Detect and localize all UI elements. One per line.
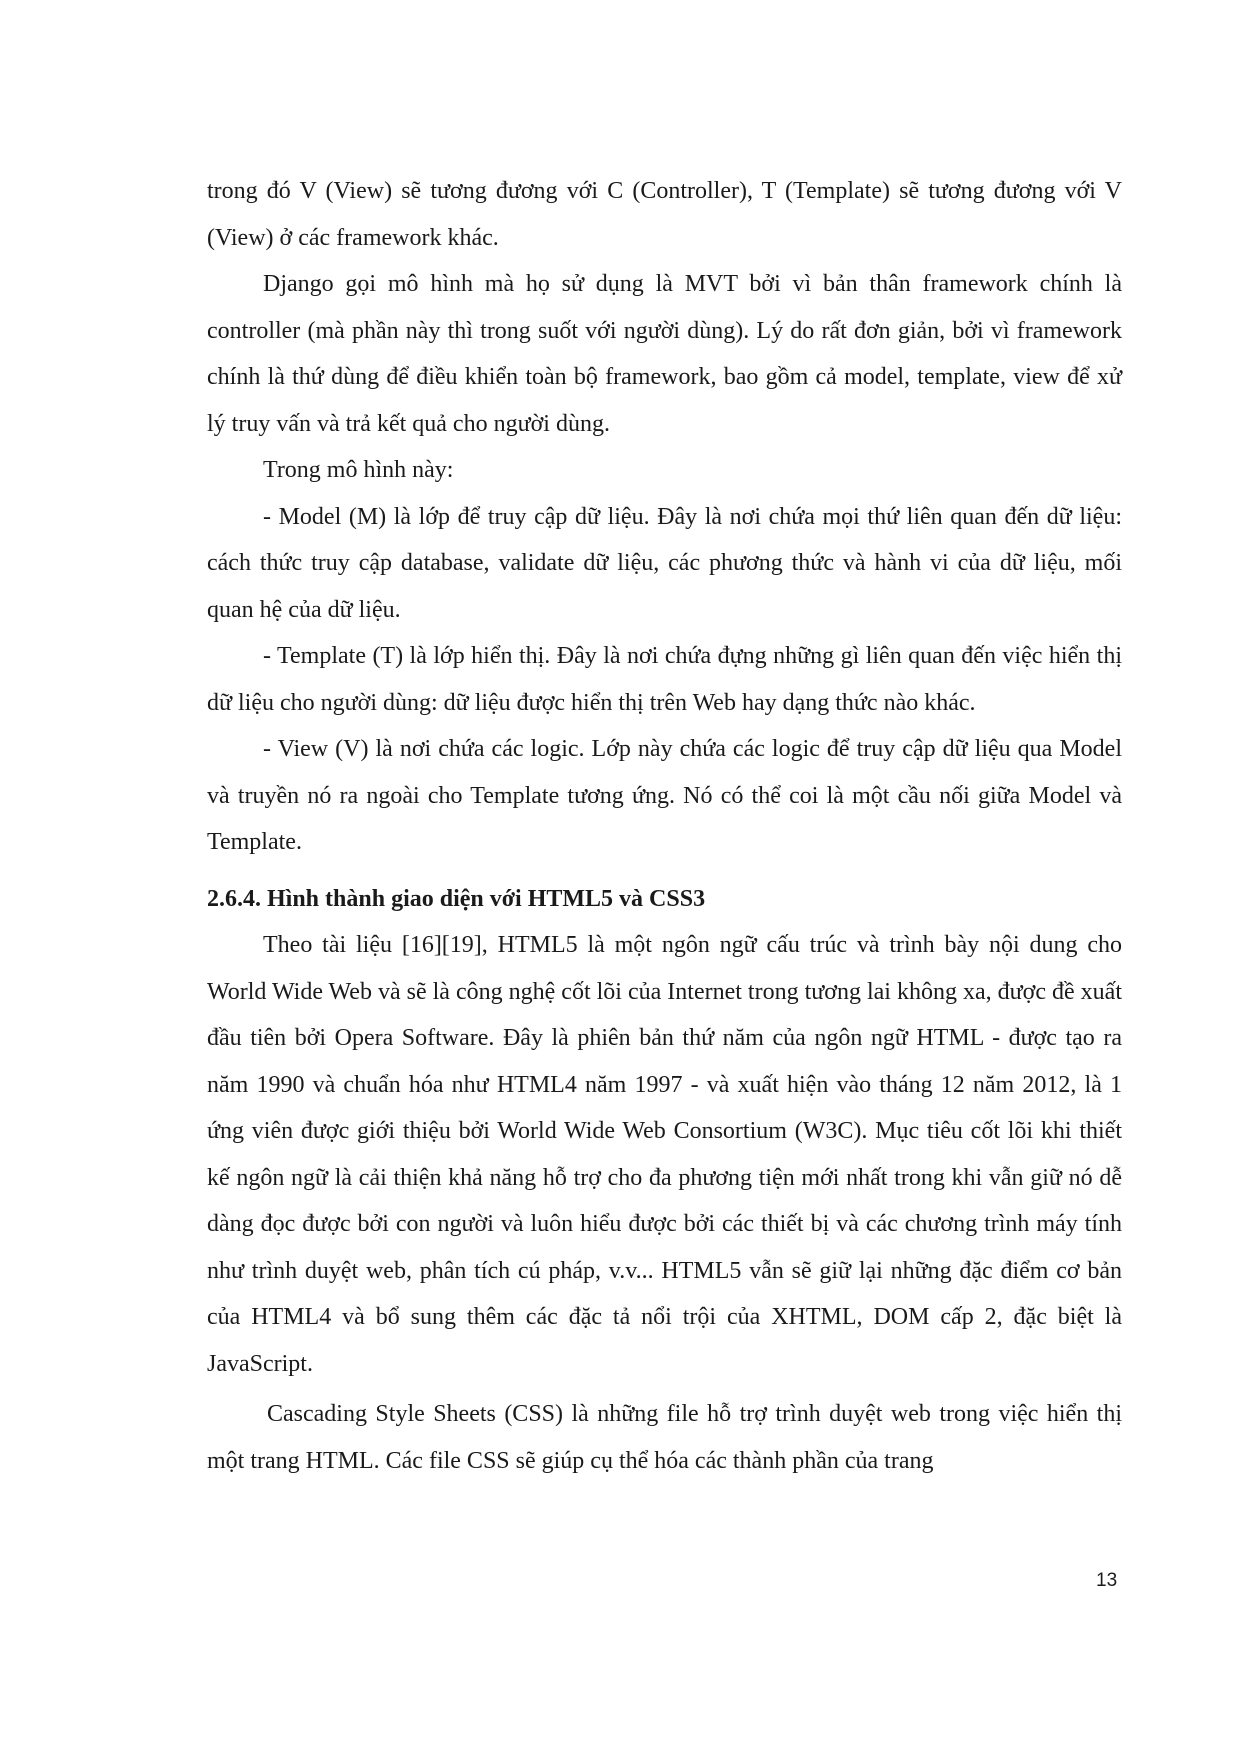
paragraph-model-intro: Trong mô hình này: (263, 457, 454, 483)
paragraph-view-description: - View (V) là nơi chứa các logic. Lớp này chứa các logic để truy cập dữ liệu qua Model và truyền nó ra ngoài cho Template tương ứng. Nó có thể coi là một cầu nối giữa Model và Template. (207, 736, 1122, 855)
body-text (207, 168, 1122, 1484)
paragraph-template-description: - Template (T) là lớp hiển thị. Đây là nơi chứa đựng những gì liên quan đến việc hiển thị dữ liệu cho người dùng: dữ liệu được hiển thị trên Web hay dạng thức nào khác. (207, 643, 1122, 716)
paragraph-html5: Theo tài liệu [16][19], HTML5 là một ngôn ngữ cấu trúc và trình bày nội dung cho World Wide Web và sẽ là công nghệ cốt lõi của Internet trong tương lai không xa, được đề xuất đầu tiên bởi Opera Software. Đây là phiên bản thứ năm của ngôn ngữ HTML - được tạo ra năm 1990 và chuẩn hóa như HTML4 năm 1997 - và xuất hiện vào tháng 12 năm 2012, là 1 ứng viên được giới thiệu bởi World Wide Web Consortium (W3C). Mục tiêu cốt lõi khi thiết kế ngôn ngữ là cải thiện khả năng hỗ trợ cho đa phương tiện mới nhất trong khi vẫn giữ nó dễ dàng đọc được bởi con người và luôn hiểu được bởi các thiết bị và các chương trình máy tính như trình duyệt web, phân tích cú pháp, v.v... HTML5 vẫn sẽ giữ lại những đặc điểm cơ bản của HTML4 và bổ sung thêm các đặc tả nổi trội của XHTML, DOM cấp 2, đặc biệt là JavaScript. (207, 932, 1122, 1377)
paragraph-continuation: trong đó V (View) sẽ tương đương với C (Controller), T (Template) sẽ tương đương với V (View) ở các framework khác. (207, 178, 1122, 251)
paragraph-model-description: - Model (M) là lớp để truy cập dữ liệu. Đây là nơi chứa mọi thứ liên quan đến dữ liệu: cách thức truy cập database, validate dữ liệu, các phương thức và hành vi của dữ liệu, mối quan hệ của dữ liệu. (207, 503, 1122, 623)
paragraph-django-mvt: Django gọi mô hình mà họ sử dụng là MVT bởi vì bản thân framework chính là controller (mà phần này thì trong suốt với người dùng). Lý do rất đơn giản, bởi vì framework chính là thứ dùng để điều khiển toàn bộ framework, bao gồm cả model, template, view để xử lý truy vấn và trả kết quả cho người dùng. (207, 271, 1122, 437)
paragraph-css: Cascading Style Sheets (CSS) là những file hỗ trợ trình duyệt web trong việc hiển thị một trang HTML. Các file CSS sẽ giúp cụ thể hóa các thành phần của trang (207, 1401, 1122, 1474)
section-heading: 2.6.4. Hình thành giao diện với HTML5 và CSS3 (207, 885, 706, 912)
page-number: 13 (1096, 1570, 1118, 1591)
